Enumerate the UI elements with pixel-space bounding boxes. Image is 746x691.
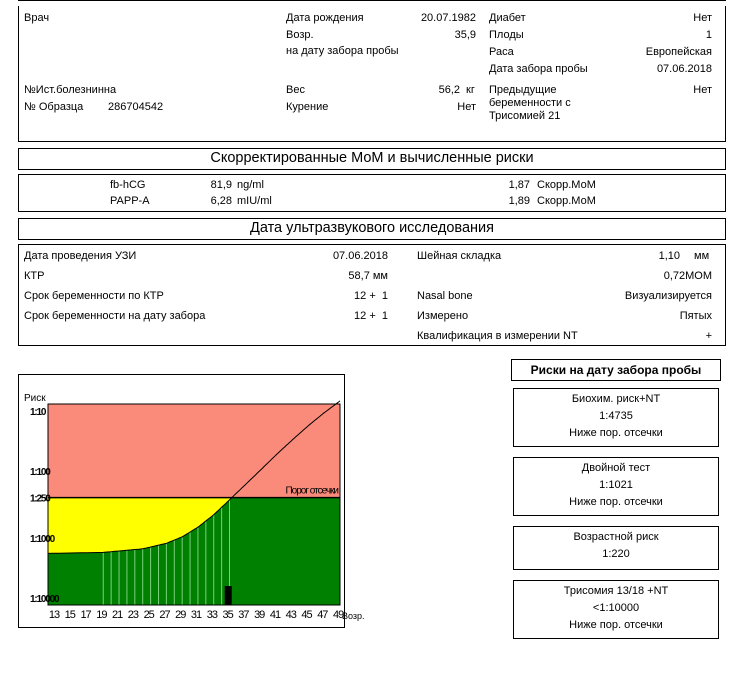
patient-marker bbox=[225, 586, 232, 605]
y-tick-label: 1:10000 bbox=[30, 594, 59, 605]
qual: + bbox=[705, 330, 712, 342]
smoking: Нет bbox=[457, 101, 476, 113]
x-tick-label: 19 bbox=[96, 609, 107, 621]
doctor-label: Врач bbox=[24, 12, 50, 24]
nasal-label: Nasal bone bbox=[417, 290, 473, 302]
risk-name: Трисомия 13/18 +NT bbox=[563, 585, 669, 597]
mom-row-mom-label: Скорр.МоМ bbox=[537, 179, 596, 191]
ga-crl: 12 + 1 bbox=[354, 290, 388, 302]
x-tick-label: 47 bbox=[317, 609, 328, 621]
y-tick-label: 1:1000 bbox=[30, 534, 54, 545]
prev-label-1: Предыдущие bbox=[489, 84, 557, 96]
x-tick-label: 33 bbox=[206, 609, 217, 621]
fetuses-label: Плоды bbox=[489, 29, 524, 41]
birth-date-label: Дата рождения bbox=[286, 12, 364, 24]
fetuses: 1 bbox=[705, 29, 712, 41]
prev-label-3: Трисомией 21 bbox=[489, 110, 561, 122]
sample-no-label: № Образца bbox=[24, 101, 84, 113]
age-note: на дату забора пробы bbox=[286, 45, 399, 57]
risk-box bbox=[513, 388, 719, 447]
us-date-label: Дата проведения УЗИ bbox=[24, 250, 137, 262]
x-tick-label: 35 bbox=[222, 609, 233, 621]
mom-row-unit: ng/ml bbox=[237, 179, 264, 191]
nt-mom: 0,72МОМ bbox=[663, 270, 712, 282]
x-tick-label: 37 bbox=[238, 609, 249, 621]
x-axis-label: Возр. bbox=[342, 611, 365, 621]
x-tick-label: 45 bbox=[301, 609, 312, 621]
prev: Нет bbox=[693, 84, 712, 96]
mom-row-mom-label: Скорр.МоМ bbox=[537, 195, 596, 207]
risk-name: Возрастной риск bbox=[573, 531, 659, 543]
us-date: 07.06.2018 bbox=[332, 250, 388, 262]
risk-name: Двойной тест bbox=[581, 462, 651, 474]
risk-box bbox=[513, 457, 719, 516]
sample-no: 286704542 bbox=[108, 101, 164, 113]
mom-row-mom: 1,87 bbox=[508, 179, 530, 191]
x-tick-label: 13 bbox=[48, 609, 60, 621]
nt-label: Шейная складка bbox=[417, 250, 502, 262]
mom-row-mom: 1,89 bbox=[508, 195, 530, 207]
age-label: Возр. bbox=[286, 29, 314, 41]
age: 35,9 bbox=[454, 29, 476, 41]
mom-row-value: 81,9 bbox=[210, 179, 232, 191]
risks-title-box bbox=[511, 359, 721, 381]
ga-sample: 12 + 1 bbox=[354, 310, 388, 322]
case-label: №Ист.болезнинна bbox=[24, 84, 117, 96]
risk-value: <1:10000 bbox=[592, 602, 640, 614]
chart-title: Риск bbox=[24, 393, 46, 404]
above-cutoff-zone bbox=[48, 404, 340, 498]
weight-label: Вес bbox=[286, 84, 305, 96]
risk-status: Ниже пор. отсечки bbox=[569, 619, 663, 631]
mom-row-name: fb-hCG bbox=[110, 179, 146, 191]
cutoff-label: Порог отсечки bbox=[285, 485, 338, 497]
sample-date-label: Дата забора пробы bbox=[489, 63, 588, 75]
x-tick-label: 27 bbox=[159, 609, 170, 621]
risk-status: Ниже пор. отсечки bbox=[569, 427, 663, 439]
diabetes: Нет bbox=[693, 12, 712, 24]
nt-unit: мм bbox=[694, 250, 710, 262]
x-tick-label: 39 bbox=[254, 609, 265, 621]
mom-row-unit: mIU/ml bbox=[237, 195, 272, 207]
prev-label-2: беременности с bbox=[489, 97, 571, 109]
x-tick-label: 29 bbox=[175, 609, 186, 621]
mom-title: Скорректированные МоМ и вычисленные риски bbox=[210, 150, 534, 166]
us-title: Дата ультразвукового исследования bbox=[250, 220, 494, 236]
y-tick-label: 1:100 bbox=[30, 467, 50, 478]
smoking-label: Курение bbox=[286, 101, 329, 113]
sample-date: 07.06.2018 bbox=[656, 63, 712, 75]
risk-value: 1:220 bbox=[602, 548, 630, 560]
ga-sample-label: Срок беременности на дату забора bbox=[24, 310, 206, 322]
x-tick-label: 15 bbox=[64, 609, 75, 621]
x-tick-label: 31 bbox=[190, 609, 202, 621]
x-tick-label: 21 bbox=[112, 609, 123, 621]
ga-crl-label: Срок беременности по КТР bbox=[24, 290, 164, 302]
risk-status: Ниже пор. отсечки bbox=[569, 496, 663, 508]
diabetes-label: Диабет bbox=[489, 12, 526, 24]
risk-box bbox=[513, 580, 719, 639]
x-tick-label: 17 bbox=[80, 609, 91, 621]
risk-value: 1:1021 bbox=[599, 479, 633, 491]
race-label: Раса bbox=[489, 46, 514, 58]
x-tick-label: 43 bbox=[285, 609, 296, 621]
x-tick-label: 49 bbox=[332, 609, 344, 621]
x-tick-label: 23 bbox=[127, 609, 139, 621]
mom-row-value: 6,28 bbox=[210, 195, 232, 207]
crl-label: КТР bbox=[24, 270, 45, 282]
crl: 58,7 мм bbox=[348, 270, 388, 282]
risk-value: 1:4735 bbox=[599, 410, 633, 422]
x-tick-label: 25 bbox=[143, 609, 154, 621]
mom-row-name: PAPP-A bbox=[110, 195, 150, 207]
risks-title: Риски на дату забора пробы bbox=[530, 363, 702, 377]
risk-name: Биохим. риск+NT bbox=[571, 393, 661, 405]
x-tick-label: 41 bbox=[269, 609, 281, 621]
birth-date: 20.07.1982 bbox=[420, 12, 476, 24]
weight-unit: кг bbox=[466, 84, 475, 96]
measured: Пятых bbox=[679, 310, 712, 322]
measured-label: Измерено bbox=[417, 310, 469, 322]
y-tick-label: 1:250 bbox=[30, 493, 50, 505]
weight: 56,2 bbox=[438, 84, 460, 96]
y-tick-label: 1:10 bbox=[30, 407, 46, 418]
qual-label: Квалификация в измерении NT bbox=[417, 330, 578, 342]
nasal: Визуализируется bbox=[624, 290, 712, 302]
risk-box bbox=[513, 526, 719, 570]
nt: 1,10 bbox=[658, 250, 680, 262]
race: Европейская bbox=[645, 46, 712, 58]
